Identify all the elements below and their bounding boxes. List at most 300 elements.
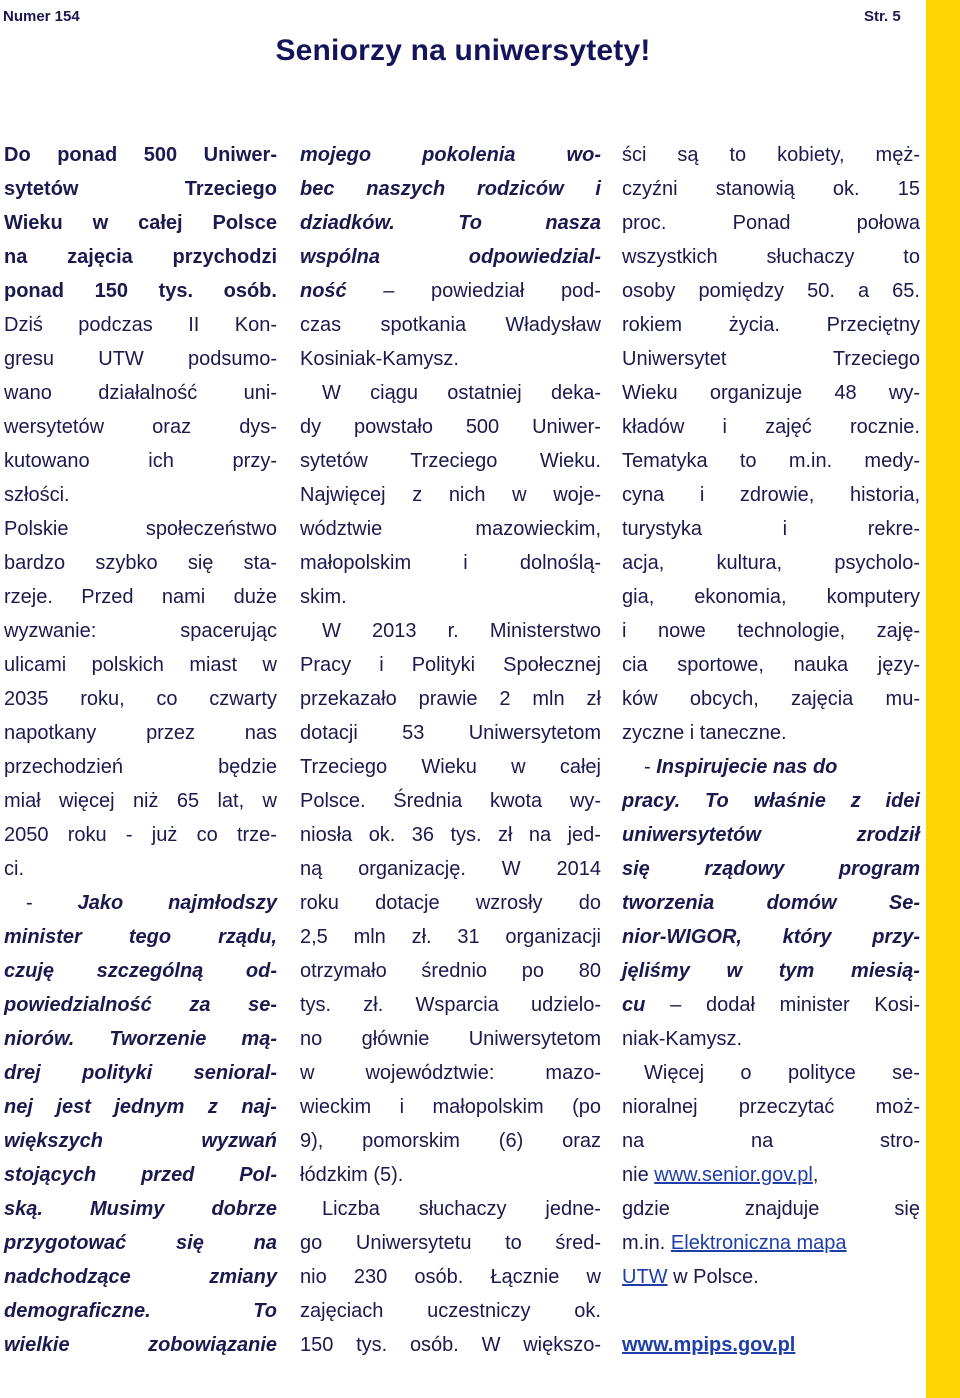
word: głównie xyxy=(361,1028,430,1050)
word: (6) xyxy=(498,1130,524,1152)
word: się xyxy=(894,1198,920,1220)
word: Wsparcia xyxy=(415,994,499,1016)
text-span: zyczne i taneczne. xyxy=(622,722,787,744)
word: podczas xyxy=(78,314,153,336)
text-line xyxy=(622,376,920,410)
word: województwie: xyxy=(365,1062,495,1084)
word: przed xyxy=(141,1164,195,1186)
text-line xyxy=(300,750,601,784)
word: Uniwersytetu xyxy=(355,1232,472,1254)
word: kwota xyxy=(489,790,543,812)
text-line xyxy=(622,206,920,240)
word: W xyxy=(501,858,521,880)
word: ponad xyxy=(57,144,118,166)
word: na xyxy=(751,1130,774,1152)
text-line xyxy=(300,240,601,274)
word: ści xyxy=(622,144,647,166)
text-line xyxy=(622,920,920,954)
word: minister xyxy=(4,926,82,948)
word: miał xyxy=(4,790,41,812)
word: se- xyxy=(248,994,277,1016)
word: Ministerstwo xyxy=(489,620,601,642)
text-span: skim. xyxy=(300,586,347,608)
word: lat, xyxy=(217,790,245,812)
word: mu- xyxy=(885,688,920,710)
word: mą- xyxy=(241,1028,277,1050)
word: wano xyxy=(4,382,52,404)
word: psycholo- xyxy=(834,552,920,574)
word: miast xyxy=(189,654,238,676)
word: 500 xyxy=(465,416,500,438)
text-line xyxy=(4,1192,277,1226)
text-line xyxy=(300,206,601,240)
word: w xyxy=(300,1062,315,1084)
word: w xyxy=(586,1266,601,1288)
text-line xyxy=(300,1056,601,1090)
text-line xyxy=(26,886,277,920)
word: r. xyxy=(447,620,459,642)
word: czwarty xyxy=(209,688,277,710)
word: szczególną xyxy=(96,960,204,982)
word: słuchaczy xyxy=(766,246,855,268)
text-line xyxy=(4,716,277,750)
page-number: Str. 5 xyxy=(864,8,901,25)
word: (po xyxy=(572,1096,601,1118)
word: to xyxy=(505,1232,522,1254)
word: mln xyxy=(353,926,386,948)
word: nasza xyxy=(545,212,601,234)
text-span: , xyxy=(812,1164,819,1186)
word: Społecznej xyxy=(503,654,601,676)
word: zajęciach xyxy=(300,1300,384,1322)
text-line xyxy=(4,376,277,410)
word: wy- xyxy=(569,790,601,812)
word: 31 xyxy=(457,926,480,948)
word: niż xyxy=(132,790,159,812)
word: pomiędzy xyxy=(698,280,785,302)
word: wyzwań xyxy=(201,1130,277,1152)
word: turystyka xyxy=(622,518,703,540)
word: II xyxy=(188,314,200,336)
link-text[interactable]: UTW xyxy=(622,1266,668,1288)
word: większych xyxy=(4,1130,103,1152)
word: 230 xyxy=(353,1266,388,1288)
word: Polityki xyxy=(411,654,476,676)
text-line xyxy=(622,410,920,444)
text-line xyxy=(300,716,601,750)
word: ciągu xyxy=(370,382,418,404)
text-line xyxy=(4,444,277,478)
word: udzielo- xyxy=(530,994,601,1016)
word: osoby xyxy=(622,280,676,302)
text-line xyxy=(622,818,920,852)
word: gdzie xyxy=(622,1198,670,1220)
word: dy xyxy=(300,416,322,438)
word: dys- xyxy=(239,416,277,438)
word: 150 xyxy=(300,1334,334,1356)
word: Jako xyxy=(77,892,124,914)
word: ulicami xyxy=(4,654,67,676)
word: wyzwanie: xyxy=(4,620,97,642)
text-line xyxy=(300,1124,601,1158)
word: 65. xyxy=(892,280,920,302)
text-line xyxy=(300,1294,601,1328)
text-line xyxy=(622,614,920,648)
word: Łącznie xyxy=(490,1266,560,1288)
word: – xyxy=(670,994,682,1016)
word: ekonomia, xyxy=(694,586,787,608)
text-span: niak-Kamysz. xyxy=(622,1028,743,1050)
text-line xyxy=(622,546,920,580)
text-line xyxy=(4,818,277,852)
word: stanowią xyxy=(715,178,795,200)
word: Wieku. xyxy=(539,450,601,472)
word: pod- xyxy=(560,280,601,302)
word: miesią- xyxy=(851,960,920,982)
text-span: m.in. xyxy=(622,1232,671,1254)
text-line xyxy=(4,1328,277,1362)
word: i xyxy=(722,416,727,438)
word: organizację. xyxy=(358,858,466,880)
word: idei xyxy=(885,790,920,812)
word: no xyxy=(300,1028,323,1050)
word: tys. xyxy=(300,994,332,1016)
word: rokiem xyxy=(622,314,683,336)
word: uniwersytetów xyxy=(622,824,761,846)
text-line xyxy=(4,478,277,512)
text-line xyxy=(4,1124,277,1158)
word: Liczba xyxy=(322,1198,380,1220)
word: powiedział xyxy=(430,280,525,302)
word: ską. xyxy=(4,1198,43,1220)
word: historia, xyxy=(849,484,920,506)
word: 500 xyxy=(143,144,178,166)
word: polskich xyxy=(91,654,164,676)
word: połowa xyxy=(856,212,920,234)
word: stro- xyxy=(880,1130,920,1152)
text-line xyxy=(300,1260,601,1294)
word: zrodził xyxy=(856,824,920,846)
word: duże xyxy=(233,586,277,608)
word: Pracy xyxy=(300,654,352,676)
text-span: - xyxy=(644,756,657,778)
word: osób. xyxy=(409,1334,459,1356)
word: nior-WIGOR, xyxy=(622,926,742,948)
text-line xyxy=(622,512,920,546)
text-line xyxy=(4,1294,277,1328)
word: 50. xyxy=(807,280,835,302)
word: bardzo xyxy=(4,552,66,574)
text-line xyxy=(622,682,920,716)
text-line xyxy=(4,988,277,1022)
word: 65 xyxy=(176,790,200,812)
word: polityce xyxy=(787,1062,856,1084)
word: 80 xyxy=(578,960,601,982)
word: Kon- xyxy=(234,314,277,336)
word: jed- xyxy=(567,824,601,846)
text-line xyxy=(4,614,277,648)
word: dolnoślą- xyxy=(519,552,601,574)
word: roku xyxy=(300,892,339,914)
word: jęliśmy xyxy=(622,960,690,982)
text-line xyxy=(622,988,920,1022)
text-line xyxy=(4,920,277,954)
word: który xyxy=(782,926,832,948)
word: wzrosły xyxy=(475,892,543,914)
word: ok. xyxy=(368,824,396,846)
text-line xyxy=(4,1158,277,1192)
word: za xyxy=(189,994,211,1016)
text-line xyxy=(4,274,277,308)
link-text[interactable]: Elektroniczna mapa xyxy=(670,1232,847,1254)
word: Se- xyxy=(888,892,920,914)
text-line xyxy=(4,512,277,546)
text-line xyxy=(300,648,601,682)
word: prawie xyxy=(418,688,478,710)
word: sta- xyxy=(243,552,277,574)
word: 36 xyxy=(411,824,435,846)
word: przy- xyxy=(232,450,277,472)
word: czyźni xyxy=(622,178,678,200)
word: Dziś xyxy=(4,314,43,336)
text-line xyxy=(622,1192,920,1226)
word: Średnia xyxy=(393,790,463,812)
text-span: ci. xyxy=(4,858,24,880)
word: gresu xyxy=(4,348,55,370)
word: Wieku xyxy=(622,382,678,404)
word: pokolenia xyxy=(422,144,516,166)
text-line xyxy=(300,852,601,886)
word: zajęcia xyxy=(791,688,854,710)
word: mln xyxy=(532,688,565,710)
word: dobrze xyxy=(211,1198,277,1220)
text-line xyxy=(322,614,601,648)
text-line xyxy=(622,444,920,478)
word: przy- xyxy=(872,926,920,948)
word: Tematyka xyxy=(622,450,708,472)
word: se- xyxy=(892,1062,920,1084)
word: kładów xyxy=(622,416,685,438)
word: się xyxy=(622,858,650,880)
page-title: Seniorzy na uniwersytety! xyxy=(275,34,651,67)
word: spacerując xyxy=(180,620,277,642)
text-line xyxy=(4,206,277,240)
text-line xyxy=(300,444,601,478)
text-span: szłości. xyxy=(4,484,70,506)
word: organizacji xyxy=(505,926,601,948)
text-line xyxy=(622,478,920,512)
word: się xyxy=(176,1232,204,1254)
link-text[interactable]: www.mpips.gov.pl xyxy=(622,1334,796,1356)
word: na xyxy=(528,824,552,846)
word: Uniwersytetom xyxy=(468,722,601,744)
word: deka- xyxy=(550,382,601,404)
text-line xyxy=(622,274,920,308)
word: 2050 xyxy=(4,824,49,846)
text-span: Kosiniak-Kamysz. xyxy=(300,348,459,370)
word: życia. xyxy=(728,314,780,336)
text-span: Inspirujecie nas do xyxy=(656,756,838,778)
word: Wieku xyxy=(4,212,63,234)
word: po xyxy=(521,960,544,982)
word: przekazało xyxy=(300,688,397,710)
word: gia, xyxy=(622,586,655,608)
text-line xyxy=(4,1226,277,1260)
word: ność xyxy=(300,280,347,302)
word: Trzeciego xyxy=(410,450,498,472)
word: zł xyxy=(498,824,513,846)
word: i xyxy=(595,178,601,200)
word: ponad xyxy=(4,280,64,302)
word: Tworzenie xyxy=(109,1028,207,1050)
text-line xyxy=(300,784,601,818)
text-line xyxy=(300,954,601,988)
word: Polsce. xyxy=(300,790,366,812)
word: zł. xyxy=(411,926,432,948)
word: na xyxy=(4,246,28,268)
word: wy- xyxy=(888,382,920,404)
yellow-margin-strip xyxy=(926,0,960,1398)
word: sytetów xyxy=(300,450,368,472)
word: dotacji xyxy=(300,722,358,744)
text-line xyxy=(4,410,277,444)
text-line xyxy=(300,1158,601,1192)
word: małopolskim xyxy=(432,1096,544,1118)
text-line xyxy=(4,342,277,376)
word: trze- xyxy=(236,824,277,846)
text-line xyxy=(4,240,277,274)
word: zajęć xyxy=(765,416,812,438)
word: ich xyxy=(148,450,174,472)
word: zobowiązanie xyxy=(148,1334,277,1356)
text-line xyxy=(4,784,277,818)
text-line xyxy=(4,138,277,172)
word: naj- xyxy=(241,1096,277,1118)
word: przez xyxy=(146,722,195,744)
word: wszystkich xyxy=(622,246,718,268)
word: ną xyxy=(300,858,323,880)
text-line xyxy=(622,716,920,750)
word: małopolskim xyxy=(300,552,412,574)
word: Władysław xyxy=(505,314,601,336)
word: Najwięcej xyxy=(300,484,386,506)
word: nio xyxy=(300,1266,327,1288)
word: 2014 xyxy=(556,858,601,880)
word: sytetów xyxy=(4,178,79,200)
issue-number: Numer 154 xyxy=(3,8,80,25)
word: śred- xyxy=(555,1232,601,1254)
word: uni- xyxy=(243,382,277,404)
word: Polskie xyxy=(4,518,69,540)
word: się xyxy=(187,552,214,574)
word: w xyxy=(511,756,526,778)
word: Trzeciego xyxy=(832,348,920,370)
word: roku, xyxy=(80,688,125,710)
text-line xyxy=(300,682,601,716)
word: go xyxy=(300,1232,323,1254)
word: m.in. xyxy=(788,450,833,472)
word: Uniwer- xyxy=(203,144,277,166)
word: Do xyxy=(4,144,31,166)
word: i xyxy=(379,654,384,676)
word: powiedzialność xyxy=(4,994,152,1016)
text-line xyxy=(622,648,920,682)
word: Uniwersytetom xyxy=(468,1028,601,1050)
word: w xyxy=(92,212,109,234)
word: z xyxy=(207,1096,218,1118)
text-line xyxy=(300,172,601,206)
word: co xyxy=(196,824,218,846)
word: i xyxy=(463,552,468,574)
text-line xyxy=(622,172,920,206)
link-text[interactable]: www.senior.gov.pl xyxy=(654,1164,813,1186)
word: polityki xyxy=(82,1062,153,1084)
word: Trzeciego xyxy=(300,756,388,778)
word: nej xyxy=(4,1096,33,1118)
word: rocznie. xyxy=(849,416,920,438)
word: tys. xyxy=(356,1334,388,1356)
word: są xyxy=(677,144,699,166)
text-line xyxy=(300,546,601,580)
word: działalność xyxy=(98,382,198,404)
word: spotkania xyxy=(380,314,467,336)
word: ok. xyxy=(832,178,860,200)
word: dodał xyxy=(705,994,755,1016)
word: rekre- xyxy=(867,518,920,540)
word: Pol- xyxy=(239,1164,277,1186)
word: roku xyxy=(67,824,107,846)
word: więcej xyxy=(59,790,115,812)
word: wieckim xyxy=(300,1096,372,1118)
word: zł xyxy=(586,688,601,710)
word: cia xyxy=(622,654,648,676)
text-line xyxy=(300,818,601,852)
word: języ- xyxy=(877,654,920,676)
text-line xyxy=(622,1124,920,1158)
word: acja, xyxy=(622,552,665,574)
word: mojego xyxy=(300,144,372,166)
word: proc. xyxy=(622,212,667,234)
word: cu xyxy=(622,994,646,1016)
word: większo- xyxy=(523,1334,601,1356)
word: będzie xyxy=(218,756,277,778)
text-line xyxy=(622,852,920,886)
word: o xyxy=(740,1062,752,1084)
word: tym xyxy=(778,960,815,982)
word: pomorskim xyxy=(362,1130,460,1152)
word: rządowy xyxy=(704,858,785,880)
word: tworzenia xyxy=(622,892,715,914)
text-line xyxy=(622,1158,920,1192)
word: zajęcia xyxy=(67,246,133,268)
text-line xyxy=(622,1090,920,1124)
word: i xyxy=(399,1096,405,1118)
word: pracy. xyxy=(622,790,681,812)
word: w xyxy=(262,790,277,812)
word: Trzeciego xyxy=(184,178,277,200)
word: już xyxy=(151,824,178,846)
word: znajduje xyxy=(744,1198,820,1220)
word: do xyxy=(578,892,601,914)
word: wództwie xyxy=(300,518,383,540)
word: właśnie xyxy=(753,790,826,812)
text-line xyxy=(644,750,920,784)
word: z xyxy=(850,790,861,812)
text-line xyxy=(622,1260,920,1294)
word: podsumo- xyxy=(188,348,277,370)
word: to xyxy=(903,246,920,268)
word: w xyxy=(512,484,527,506)
